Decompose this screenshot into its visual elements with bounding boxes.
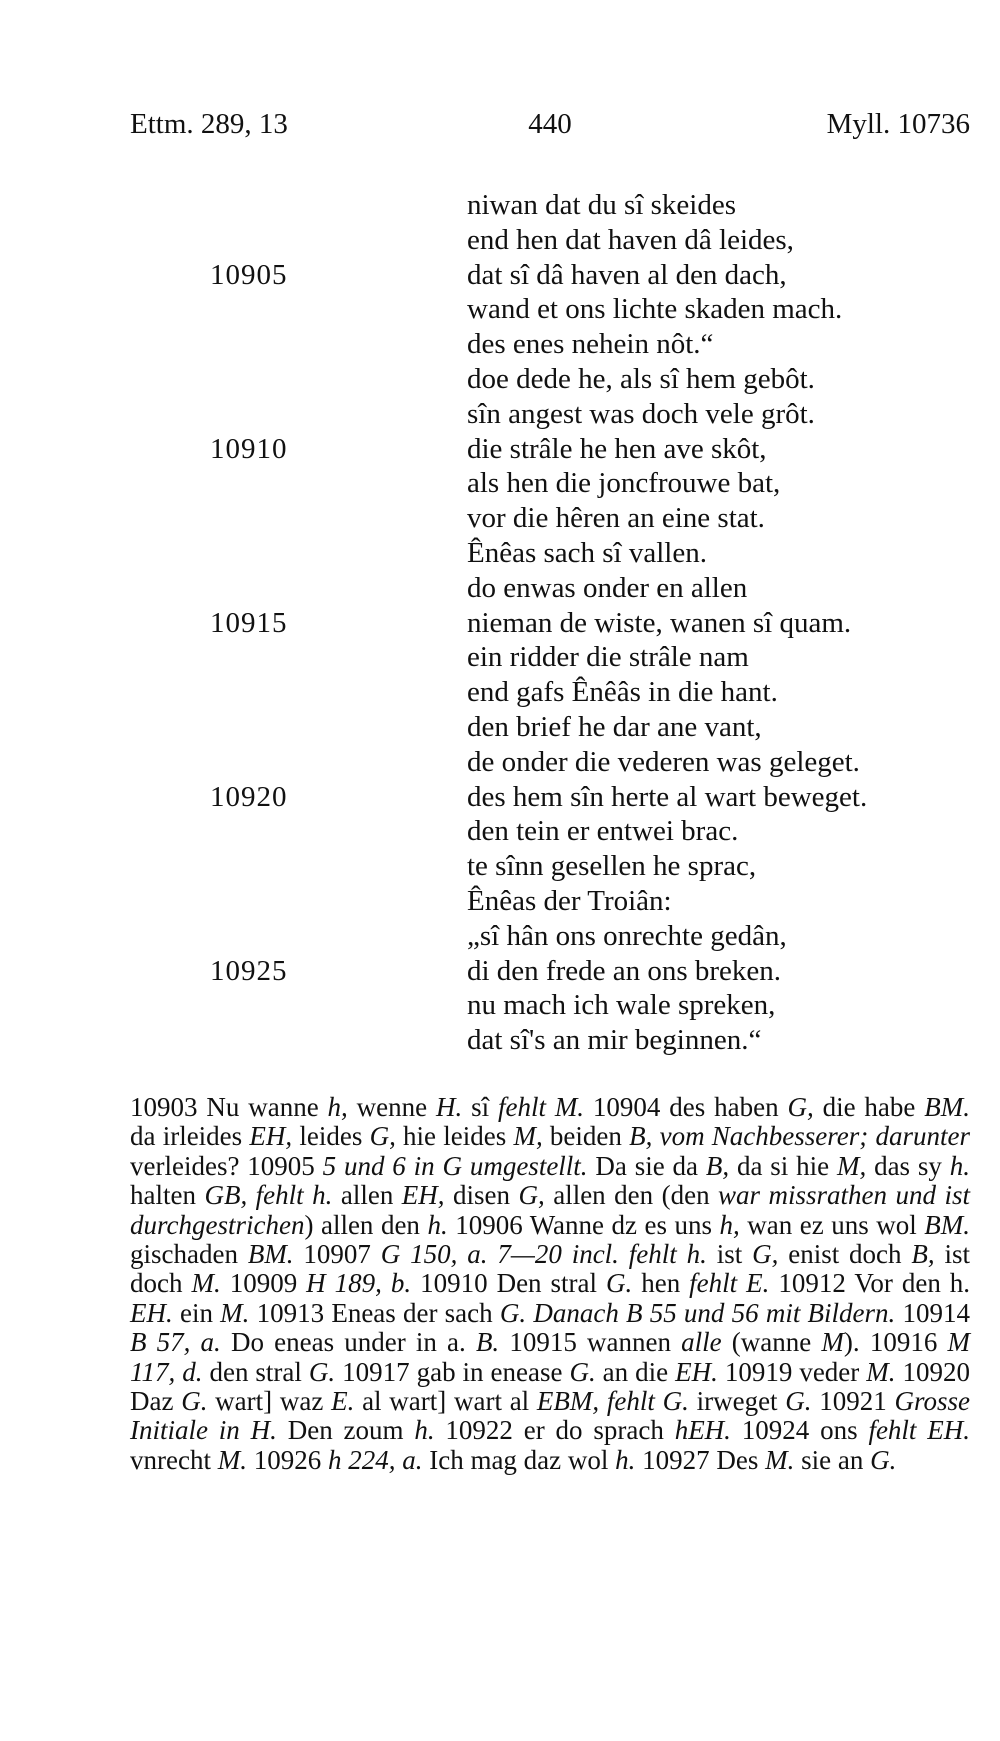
note-run: wan ez uns wol	[739, 1209, 925, 1240]
note-italic-run: war missrathen und ist durchgestrichen	[130, 1180, 970, 1240]
note-run: 10906 Wanne dz es uns	[447, 1209, 720, 1240]
verse-line	[130, 849, 970, 884]
verse-number: 10920	[210, 780, 288, 813]
verse-number: 10925	[210, 954, 288, 987]
note-italic-run: M,	[836, 1150, 867, 1181]
note-italic-run: G.	[785, 1386, 812, 1417]
note-run: den stral	[202, 1356, 309, 1387]
verse-line	[130, 501, 970, 536]
critical-apparatus	[130, 1093, 970, 1475]
verse-text: nu mach ich wale spreken,	[467, 989, 776, 1022]
note-italic-run: hEH.	[674, 1415, 731, 1446]
note-italic-run: G. Danach B 55 und 56 mit Bildern.	[499, 1297, 896, 1328]
note-run: ein	[172, 1297, 221, 1328]
note-run: al wart] wart al	[354, 1386, 537, 1417]
note-italic-run: M.	[217, 1444, 247, 1475]
note-run: wart] waz	[207, 1386, 332, 1417]
note-italic-run: H 189, b.	[306, 1268, 412, 1299]
note-run: irweget	[688, 1386, 786, 1417]
note-run: 10919 veder	[717, 1356, 867, 1387]
note-run: 10903 Nu wanne	[130, 1092, 328, 1122]
note-run: 10907	[293, 1239, 381, 1270]
verse-line	[130, 988, 970, 1023]
header-left-reference: Ettm. 289, 13	[130, 108, 288, 140]
verse-text: niwan dat du sî skeides	[467, 189, 737, 221]
note-run: hen	[632, 1268, 690, 1299]
note-italic-run: alle	[681, 1327, 722, 1358]
verse-line	[130, 780, 970, 815]
verse-number: 10915	[210, 606, 288, 639]
note-run: ) allen den	[304, 1209, 428, 1240]
note-run: sî	[462, 1092, 498, 1122]
verse-text: den tein er entwei brac.	[467, 815, 739, 848]
verse-line	[130, 397, 970, 432]
verse-text: di den frede an ons breken.	[467, 954, 782, 987]
note-italic-run: fehlt EH.	[868, 1415, 970, 1446]
verse-text: do enwas onder en allen	[467, 571, 748, 604]
note-run: Den zoum	[276, 1415, 415, 1446]
note-italic-run: G,	[752, 1239, 779, 1270]
note-italic-run: M,	[513, 1121, 543, 1152]
note-run: Da sie da	[587, 1150, 706, 1181]
note-run: an die	[595, 1356, 676, 1387]
note-italic-run: BM.	[924, 1092, 970, 1122]
note-italic-run: EH,	[401, 1180, 445, 1211]
note-italic-run: EH.	[130, 1297, 173, 1328]
note-run: disen	[444, 1180, 519, 1211]
header-right-reference: Myll. 10736	[826, 108, 970, 140]
verse-line	[130, 954, 970, 989]
verse-block	[130, 188, 970, 1058]
verse-text: end hen dat haven dâ leides,	[467, 223, 794, 256]
note-italic-run: M	[821, 1327, 844, 1358]
verse-text: de onder die vederen was geleget.	[467, 745, 860, 778]
verse-text: end gafs Ênêâs in die hant.	[467, 676, 778, 709]
note-italic-run: G.	[605, 1268, 633, 1299]
verse-text: wand et ons lichte skaden mach.	[467, 293, 843, 326]
note-run: halten	[130, 1180, 205, 1211]
note-italic-run: h 224, a.	[327, 1444, 423, 1475]
note-italic-run: B 57, a.	[130, 1327, 221, 1358]
note-italic-run: G.	[870, 1444, 897, 1475]
note-run: 10921	[811, 1386, 895, 1417]
note-run: gischaden	[130, 1239, 248, 1270]
verse-line	[130, 536, 970, 571]
note-run: wenne	[347, 1092, 436, 1122]
verse-text: nieman de wiste, wanen sî quam.	[467, 606, 852, 639]
note-italic-run: G,	[787, 1092, 814, 1122]
note-italic-run: h.	[615, 1444, 636, 1475]
verse-line	[130, 362, 970, 397]
note-italic-run: B,	[705, 1150, 730, 1181]
verse-text: ein ridder die strâle nam	[467, 641, 749, 674]
note-run: 10913 Eneas der sach	[249, 1297, 500, 1328]
note-italic-run: GB, fehlt h.	[204, 1180, 333, 1211]
note-run: hie leides	[395, 1121, 514, 1152]
verse-text: vor die hêren an eine stat.	[467, 502, 765, 535]
note-italic-run: H.	[435, 1092, 463, 1122]
verse-number: 10910	[210, 432, 288, 465]
running-header	[130, 108, 970, 158]
note-run: da si hie	[729, 1150, 837, 1181]
note-run: verleides?	[130, 1150, 240, 1181]
note-run: enist doch	[778, 1239, 912, 1270]
verse-line	[130, 814, 970, 849]
note-run: 10915 wannen	[499, 1327, 682, 1358]
verse-line	[130, 188, 970, 223]
verse-line	[130, 327, 970, 362]
verse-line	[130, 432, 970, 467]
verse-line	[130, 710, 970, 745]
note-run: 10912 Vor den h.	[769, 1268, 971, 1299]
note-run: ist doch	[130, 1239, 971, 1299]
verse-line	[130, 258, 970, 293]
note-run: ist	[706, 1239, 753, 1270]
note-italic-run: B,	[911, 1239, 935, 1270]
note-run: 10927 Des	[635, 1444, 766, 1475]
verse-number: 10905	[210, 258, 288, 291]
verse-text: die strâle he hen ave skôt,	[467, 432, 767, 465]
note-run: sie an	[794, 1444, 871, 1475]
verse-line	[130, 919, 970, 954]
note-run: beiden	[542, 1121, 630, 1152]
verse-text: Ênêas der Troiân:	[467, 884, 672, 917]
verse-text: des hem sîn herte al wart beweget.	[467, 780, 868, 813]
note-italic-run: M 117, d.	[130, 1327, 970, 1387]
note-italic-run: fehlt M.	[497, 1092, 585, 1122]
verse-text: des enes nehein nôt.“	[467, 328, 714, 361]
note-run: vnrecht	[130, 1444, 218, 1475]
note-italic-run: h,	[327, 1092, 348, 1122]
note-italic-run: h.	[949, 1150, 971, 1181]
note-run: 10924 ons	[730, 1415, 869, 1446]
verse-text: „sî hân ons onrechte gedân,	[467, 919, 787, 952]
note-italic-run: G.	[308, 1356, 336, 1387]
note-italic-run: G 150, a. 7—20 incl. fehlt h.	[380, 1239, 707, 1270]
note-italic-run: M.	[765, 1444, 795, 1475]
note-italic-run: EH,	[249, 1121, 293, 1152]
note-run: 10904 des haben	[584, 1092, 788, 1122]
verse-line	[130, 466, 970, 501]
verse-line	[130, 745, 970, 780]
note-italic-run: EBM, fehlt G.	[536, 1386, 689, 1417]
note-italic-run: h.	[414, 1415, 435, 1446]
note-italic-run: M.	[866, 1356, 896, 1387]
note-run: 10926	[246, 1444, 328, 1475]
verse-text: den brief he dar ane vant,	[467, 710, 762, 743]
verse-line	[130, 675, 970, 710]
note-run: die habe	[813, 1092, 925, 1122]
note-run: Ich mag daz wol	[422, 1444, 616, 1475]
note-italic-run: M.	[191, 1268, 221, 1299]
note-italic-run: G.	[181, 1386, 208, 1417]
verse-text: sîn angest was doch vele grôt.	[467, 397, 815, 430]
note-italic-run: h.	[427, 1209, 448, 1240]
verse-line	[130, 884, 970, 919]
note-run: 10920 Daz	[130, 1356, 970, 1417]
note-run: ).	[843, 1327, 860, 1358]
note-run: 10905	[239, 1150, 323, 1181]
verse-line	[130, 606, 970, 641]
note-italic-run: Grosse Initiale in H.	[130, 1386, 971, 1446]
note-italic-run: B.	[475, 1327, 500, 1358]
note-run: allen	[332, 1180, 402, 1211]
verse-text: Ênêas sach sî vallen.	[467, 536, 707, 569]
verse-text: te sînn gesellen he sprac,	[467, 850, 757, 883]
verse-text: dat sî's an mir beginnen.“	[467, 1024, 762, 1057]
verse-text: dat sî dâ haven al den dach,	[467, 258, 787, 291]
note-run: das sy	[866, 1150, 950, 1181]
note-run: 10922 er do sprach	[434, 1415, 675, 1446]
verse-text: doe dede he, als sî hem gebôt.	[467, 362, 815, 395]
note-run: da irleides	[130, 1121, 250, 1152]
note-run: 10916	[859, 1327, 948, 1358]
verse-line	[130, 571, 970, 606]
note-italic-run: EH.	[675, 1356, 718, 1387]
note-italic-run: B, vom Nachbesserer; darunter	[629, 1121, 970, 1152]
verse-line	[130, 292, 970, 327]
note-italic-run: h,	[719, 1209, 740, 1240]
note-italic-run: E.	[331, 1386, 355, 1417]
note-run: 10910 Den stral	[411, 1268, 606, 1299]
note-italic-run: M.	[220, 1297, 250, 1328]
note-run: 10917 gab in enease	[335, 1356, 570, 1387]
note-run: Do eneas under in a.	[220, 1327, 476, 1358]
note-run: 10914	[895, 1297, 971, 1328]
note-run: allen den (den	[544, 1180, 719, 1211]
note-italic-run: 5 und 6 in G umgestellt.	[322, 1150, 588, 1181]
verse-line	[130, 1023, 970, 1058]
note-italic-run: BM.	[924, 1209, 970, 1240]
note-italic-run: G,	[518, 1180, 545, 1211]
note-italic-run: G,	[369, 1121, 396, 1152]
note-italic-run: G.	[569, 1356, 596, 1387]
verse-line	[130, 640, 970, 675]
note-run: (wanne	[721, 1327, 822, 1358]
note-italic-run: BM.	[247, 1239, 294, 1270]
page-number: 440	[528, 108, 572, 140]
verse-text: als hen die joncfrouwe bat,	[467, 467, 781, 500]
verse-line	[130, 223, 970, 258]
note-run: leides	[292, 1121, 370, 1152]
note-italic-run: fehlt E.	[689, 1268, 770, 1299]
note-run: 10909	[220, 1268, 307, 1299]
